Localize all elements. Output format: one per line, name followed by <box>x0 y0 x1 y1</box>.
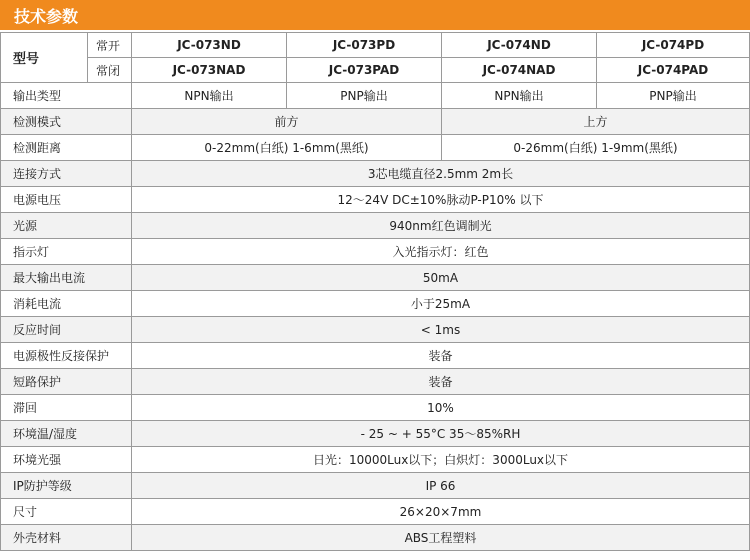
row-label: 消耗电流 <box>1 291 132 317</box>
model-cell: JC-074PD <box>597 33 750 58</box>
spec-row <box>1 499 750 525</box>
row-value: 26×20×7mm <box>132 499 750 525</box>
row-value: 装备 <box>132 343 750 369</box>
row-label: 指示灯 <box>1 239 132 265</box>
detect-mode-row <box>1 109 750 135</box>
model-row-normally-open <box>1 33 750 58</box>
row-label: 环境温/湿度 <box>1 421 132 447</box>
row-value: PNP输出 <box>597 83 750 109</box>
row-label: 短路保护 <box>1 369 132 395</box>
model-sub-no: 常开 <box>88 33 132 58</box>
model-cell: JC-073NAD <box>132 58 287 83</box>
row-value: 3芯电缆直径2.5mm 2m长 <box>132 161 750 187</box>
spec-row <box>1 265 750 291</box>
row-label: 电源电压 <box>1 187 132 213</box>
spec-row <box>1 369 750 395</box>
spec-row <box>1 187 750 213</box>
row-value: 0-22mm(白纸) 1-6mm(黑纸) <box>132 135 442 161</box>
row-value: 上方 <box>442 109 750 135</box>
row-value: ABS工程塑料 <box>132 525 750 551</box>
spec-table-container <box>0 30 750 560</box>
spec-row <box>1 161 750 187</box>
row-label: 检测模式 <box>1 109 132 135</box>
spec-title: 技术参数 <box>14 6 79 26</box>
row-label: 检测距离 <box>1 135 132 161</box>
row-label: 输出类型 <box>1 83 132 109</box>
row-label: IP防护等级 <box>1 473 132 499</box>
row-value: 50mA <box>132 265 750 291</box>
spec-row <box>1 447 750 473</box>
row-value: 940nm红色调制光 <box>132 213 750 239</box>
spec-row <box>1 239 750 265</box>
row-value: 前方 <box>132 109 442 135</box>
row-value: 装备 <box>132 369 750 395</box>
spec-row <box>1 421 750 447</box>
row-value: NPN输出 <box>132 83 287 109</box>
row-value: < 1ms <box>132 317 750 343</box>
spec-row <box>1 317 750 343</box>
model-cell: JC-074PAD <box>597 58 750 83</box>
spec-header <box>0 0 750 30</box>
spec-row <box>1 343 750 369</box>
spec-row <box>1 291 750 317</box>
output-type-row <box>1 83 750 109</box>
row-label: 电源极性反接保护 <box>1 343 132 369</box>
spec-table <box>0 32 750 551</box>
row-value: 日光：10000Lux以下；白炽灯：3000Lux以下 <box>132 447 750 473</box>
model-cell: JC-073PD <box>287 33 442 58</box>
spec-row <box>1 473 750 499</box>
row-label: 最大输出电流 <box>1 265 132 291</box>
model-cell: JC-073PAD <box>287 58 442 83</box>
row-value: 入光指示灯：红色 <box>132 239 750 265</box>
spec-row <box>1 395 750 421</box>
row-label: 尺寸 <box>1 499 132 525</box>
row-value: IP 66 <box>132 473 750 499</box>
model-cell: JC-074NAD <box>442 58 597 83</box>
detect-distance-row <box>1 135 750 161</box>
row-value: 12～24V DC±10%脉动P-P10% 以下 <box>132 187 750 213</box>
row-label: 连接方式 <box>1 161 132 187</box>
model-label: 型号 <box>1 33 88 83</box>
row-value: 0-26mm(白纸) 1-9mm(黑纸) <box>442 135 750 161</box>
spec-row <box>1 213 750 239</box>
model-cell: JC-073ND <box>132 33 287 58</box>
model-cell: JC-074ND <box>442 33 597 58</box>
row-label: 光源 <box>1 213 132 239</box>
row-value: PNP输出 <box>287 83 442 109</box>
row-label: 外壳材料 <box>1 525 132 551</box>
model-sub-nc: 常闭 <box>88 58 132 83</box>
spec-row <box>1 525 750 551</box>
model-row-normally-closed <box>1 58 750 83</box>
row-value: 小于25mA <box>132 291 750 317</box>
row-label: 环境光强 <box>1 447 132 473</box>
row-label: 滞回 <box>1 395 132 421</box>
row-value: - 25 ~ + 55°C 35～85%RH <box>132 421 750 447</box>
row-value: 10% <box>132 395 750 421</box>
row-value: NPN输出 <box>442 83 597 109</box>
row-label: 反应时间 <box>1 317 132 343</box>
